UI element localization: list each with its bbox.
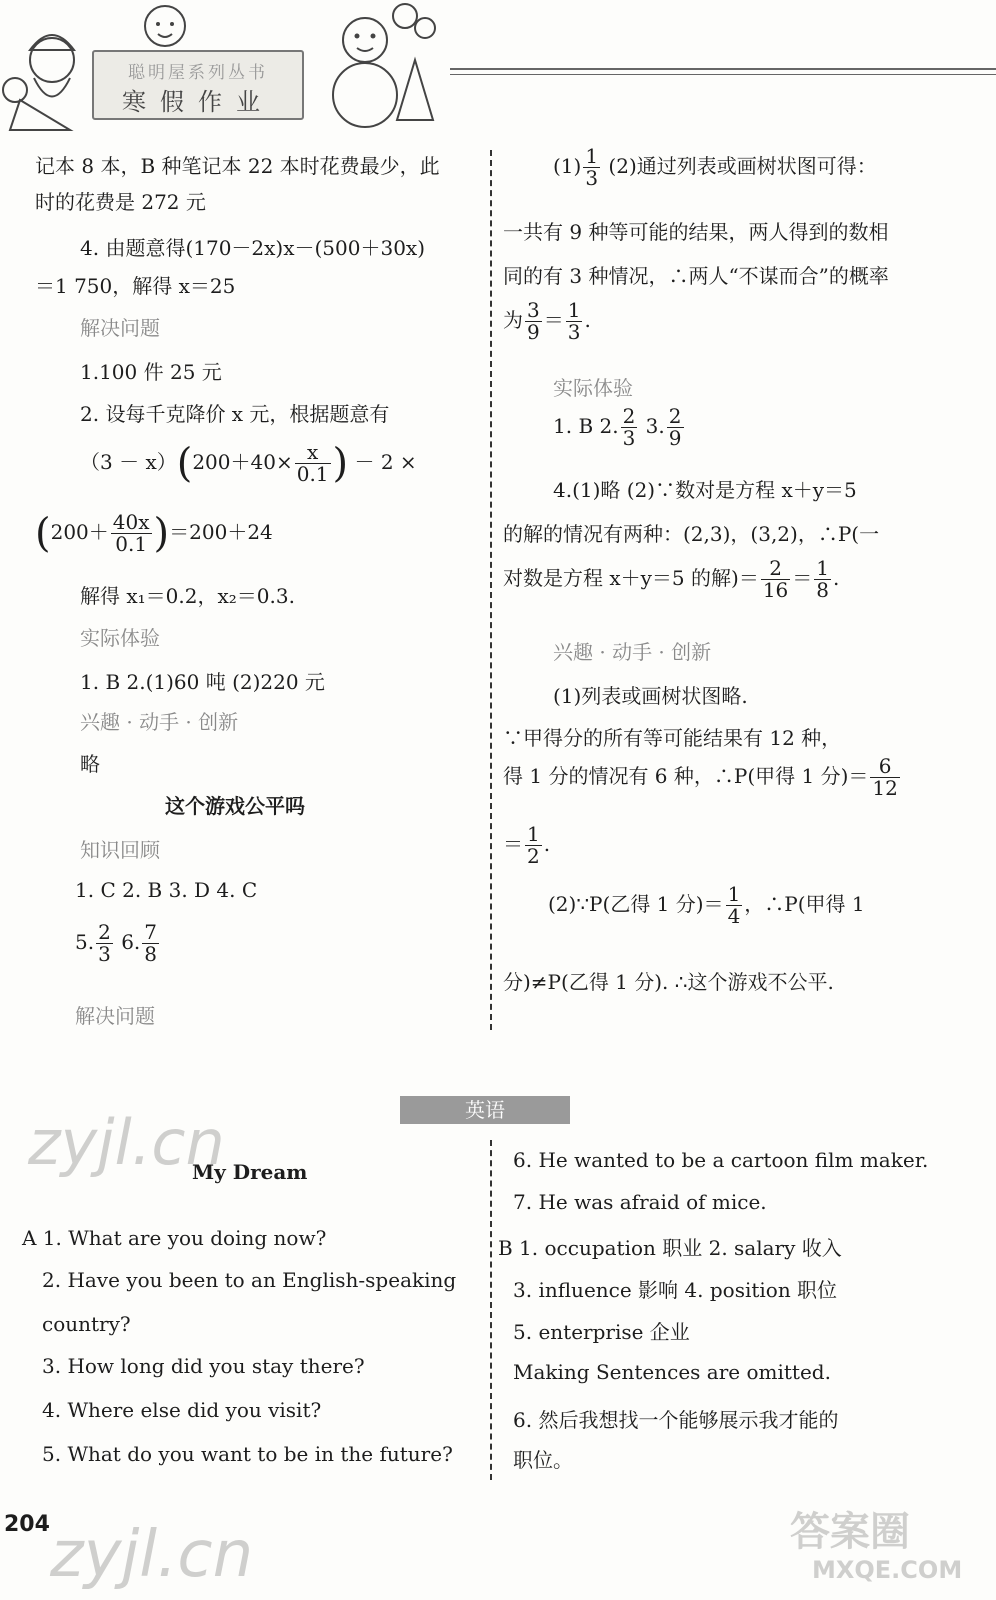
formula-text: 为 — [503, 308, 523, 332]
fraction-denominator: 8 — [144, 942, 158, 966]
formula-text: (2)通过列表或画树状图可得： — [602, 154, 877, 178]
section-heading: 实际体验 — [80, 626, 160, 650]
fraction-denominator: 3 — [622, 426, 636, 450]
fraction-numerator: 2 — [668, 404, 682, 428]
formula-line — [503, 300, 591, 343]
fraction — [583, 146, 600, 189]
snowman-illustration — [305, 0, 445, 130]
text-line: 解得 x₁＝0.2，x₂＝0.3. — [80, 584, 295, 608]
watermark-top: zyjl.cn — [28, 1106, 225, 1179]
formula-text: . — [584, 308, 591, 332]
formula-line — [503, 824, 550, 867]
text-line: 略 — [80, 752, 100, 776]
section-heading: 兴趣 · 动手 · 创新 — [80, 710, 239, 734]
section-heading: 实际体验 — [553, 376, 633, 400]
math-right-column — [503, 140, 963, 1040]
fraction-denominator: 9 — [668, 426, 682, 450]
formula-text: ＝ — [543, 308, 564, 332]
fraction-numerator: 2 — [622, 404, 636, 428]
paren-close: ) — [153, 510, 170, 557]
fraction-numerator: 2 — [98, 920, 111, 944]
formula-text: ＝ — [792, 566, 813, 590]
fraction-answers — [75, 922, 161, 965]
formula-text: ＝200＋24 — [169, 520, 273, 544]
fraction — [525, 824, 542, 867]
series-name: 聪明屋系列丛书 — [128, 63, 268, 83]
fraction — [667, 406, 684, 449]
fraction-numerator: 6 — [878, 754, 892, 778]
header-rule — [450, 68, 996, 70]
answer-number: 6. — [121, 930, 141, 954]
fraction-numerator: 1 — [585, 144, 599, 168]
formula-text: 200＋ — [50, 520, 109, 544]
fraction — [566, 300, 583, 343]
fraction — [761, 558, 790, 601]
math-left-column — [35, 140, 485, 1040]
fraction-denominator: 8 — [816, 578, 830, 602]
section-heading: 解决问题 — [80, 316, 160, 340]
text-line: 3. influence 影响 4. position 职位 — [513, 1278, 838, 1302]
watermark-answer-circle: 答案圈 — [790, 1509, 910, 1555]
fraction-denominator: 16 — [762, 578, 789, 602]
text-line: 2. 设每千克降价 x 元，根据题意有 — [80, 402, 390, 426]
formula-text: 得 1 分的情况有 6 种，∴P(甲得 1 分)＝ — [503, 764, 869, 788]
text-line: 4.(1)略 (2)∵数对是方程 x＋y＝5 — [553, 478, 857, 502]
text-line: 记本 8 本，B 种笔记本 22 本时花费最少，此 — [35, 154, 440, 178]
fraction-numerator: 1 — [567, 298, 581, 322]
formula-text: . — [543, 832, 551, 856]
formula-text: (1) — [553, 154, 582, 178]
formula-text: 200＋40× — [192, 450, 293, 474]
formula-text: ＝ — [503, 832, 523, 856]
fraction — [726, 884, 743, 927]
fraction — [111, 512, 152, 555]
fraction — [142, 922, 159, 965]
fraction-numerator: 2 — [769, 556, 782, 580]
text-line: 5. enterprise 企业 — [513, 1320, 690, 1344]
text-line: 2. Have you been to an English-speaking — [42, 1268, 457, 1292]
formula-text: 3. — [639, 414, 665, 438]
page-header — [0, 0, 996, 140]
section-heading: 知识回顾 — [80, 838, 160, 862]
fraction-numerator: 7 — [144, 920, 158, 944]
fraction-denominator: 3 — [98, 942, 111, 966]
text-line: ＝1 750，解得 x＝25 — [35, 274, 236, 298]
fraction-numerator: 1 — [816, 556, 830, 580]
text-line: 1.100 件 25 元 — [80, 360, 222, 384]
text-line: B 1. occupation 职业 2. salary 收入 — [498, 1236, 842, 1260]
text-line: 职位。 — [513, 1448, 573, 1472]
formula-line — [553, 146, 877, 189]
column-divider — [490, 150, 492, 1030]
text-line: 4. 由题意得(170－2x)x－(500＋30x) — [80, 236, 426, 260]
fraction-numerator: 40x — [112, 510, 150, 534]
fraction — [621, 406, 638, 449]
paren-open: ( — [176, 440, 193, 487]
formula-text: ，∴P(甲得 1 — [744, 892, 865, 916]
fraction — [814, 558, 831, 601]
english-left-column — [22, 1140, 482, 1490]
text-line: 同的有 3 种情况，∴两人“不谋而合”的概率 — [503, 264, 889, 288]
fraction — [870, 756, 899, 799]
formula-text: － 2 × — [348, 450, 417, 474]
formula-line — [548, 884, 865, 927]
text-line: 1. C 2. B 3. D 4. C — [75, 878, 258, 902]
english-section-label: 英语 — [400, 1096, 570, 1124]
section-title: My Dream — [192, 1160, 308, 1184]
text-line: 的解的情况有两种：(2,3)，(3,2)，∴P(一 — [503, 522, 880, 546]
fraction-numerator: x — [306, 440, 319, 464]
paren-open: ( — [35, 510, 51, 557]
text-line: 4. Where else did you visit? — [42, 1398, 322, 1422]
text-line: ∵甲得分的所有等可能结果有 12 种， — [503, 726, 842, 750]
text-line: A 1. What are you doing now? — [22, 1226, 327, 1250]
paren-close: ) — [332, 440, 349, 487]
fraction — [295, 442, 331, 485]
formula-text: （3 － x） — [80, 450, 177, 474]
text-line: (1)列表或画树状图略. — [553, 684, 748, 708]
formula-text: 1. B 2. — [553, 414, 619, 438]
fraction-denominator: 3 — [567, 320, 581, 344]
fraction-denominator: 9 — [527, 320, 540, 344]
text-line: 分)≠P(乙得 1 分). ∴这个游戏不公平. — [503, 970, 834, 994]
fraction — [96, 922, 113, 965]
fraction-numerator: 1 — [527, 822, 540, 846]
text-line: country? — [42, 1312, 131, 1336]
text-line: 6. He wanted to be a cartoon film maker. — [513, 1148, 929, 1172]
section-heading: 兴趣 · 动手 · 创新 — [553, 640, 712, 664]
title-banner — [92, 50, 304, 120]
fraction-denominator: 0.1 — [111, 533, 152, 555]
text-line: 1. B 2.(1)60 吨 (2)220 元 — [80, 670, 325, 694]
formula-line — [553, 406, 686, 449]
fraction-numerator: 3 — [527, 298, 540, 322]
fraction-denominator: 0.1 — [296, 462, 329, 486]
fraction-denominator: 3 — [585, 166, 599, 190]
answer-number: 5. — [75, 930, 95, 954]
santa-illustration — [0, 20, 95, 135]
child-illustration — [130, 0, 200, 52]
text-line: 一共有 9 种等可能的结果，两人得到的数相 — [503, 220, 889, 244]
equation-line — [80, 442, 417, 485]
english-column-divider — [490, 1140, 492, 1480]
text-line: 6. 然后我想找一个能够展示我才能的 — [513, 1408, 839, 1432]
watermark-mxqe: MXQE.COM — [812, 1556, 963, 1584]
formula-text: 对数是方程 x＋y＝5 的解)＝ — [503, 566, 759, 590]
english-right-column — [498, 1140, 968, 1490]
fraction-denominator: 4 — [727, 904, 741, 928]
page-number: 204 — [4, 1512, 50, 1537]
fraction-denominator: 12 — [872, 776, 898, 800]
formula-text: . — [833, 566, 840, 590]
section-heading: 解决问题 — [75, 1004, 155, 1028]
watermark-bottom: zyjl.cn — [50, 1518, 254, 1592]
formula-line — [503, 558, 839, 601]
formula-text: (2)∵P(乙得 1 分)＝ — [548, 892, 724, 916]
text-line: 5. What do you want to be in the future? — [42, 1442, 453, 1466]
fraction-numerator: 1 — [727, 882, 741, 906]
section-title: 这个游戏公平吗 — [165, 794, 305, 818]
header-rule-thin — [450, 74, 996, 75]
fraction-denominator: 2 — [527, 844, 540, 868]
fraction — [525, 300, 542, 343]
text-line: 时的花费是 272 元 — [35, 190, 206, 214]
text-line: Making Sentences are omitted. — [513, 1360, 831, 1384]
text-line: 3. How long did you stay there? — [42, 1354, 365, 1378]
book-title: 寒假作业 — [122, 88, 274, 116]
equation-line — [35, 512, 273, 555]
formula-line — [503, 756, 902, 799]
text-line: 7. He was afraid of mice. — [513, 1190, 767, 1214]
